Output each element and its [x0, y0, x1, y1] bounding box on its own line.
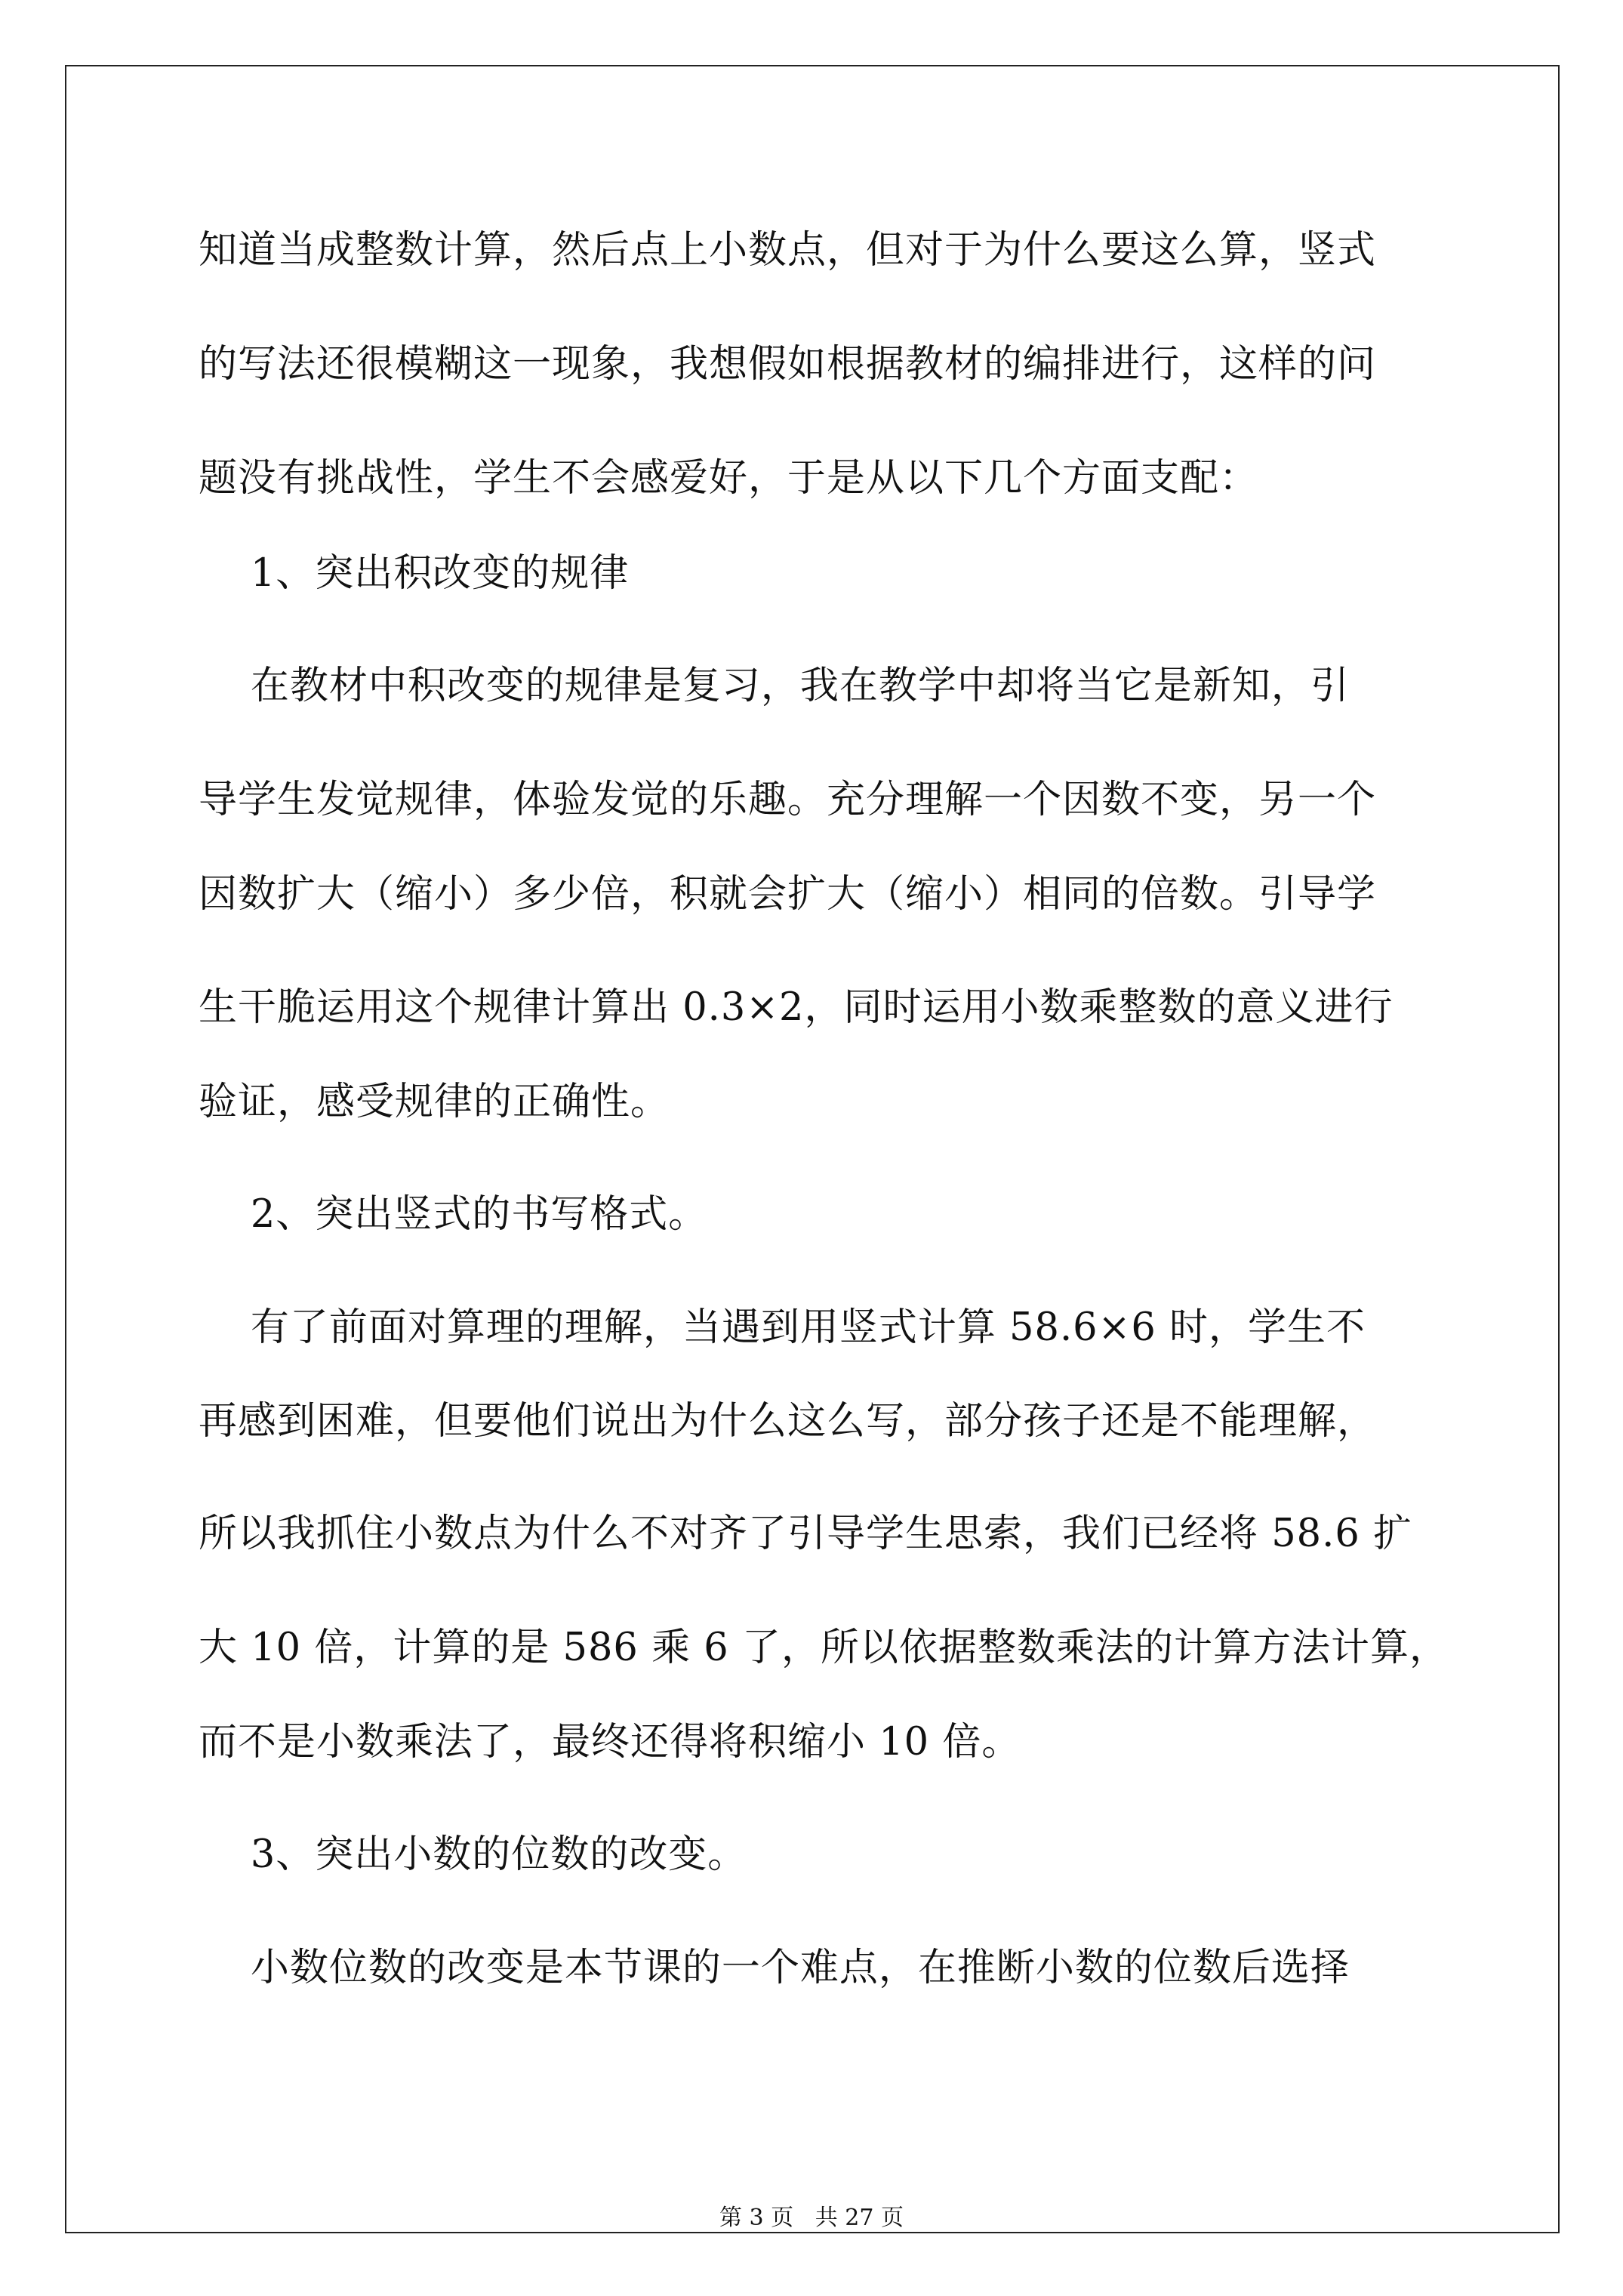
body-line-1: 知道当成整数计算，然后点上小数点，但对于为什么要这么算，竖式: [199, 228, 1377, 273]
body-line-5: 在教材中积改变的规律是复习，我在教学中却将当它是新知，引: [199, 664, 1350, 708]
body-line-2: 的写法还很模糊这一现象，我想假如根据教材的编排进行，这样的问: [199, 342, 1377, 387]
body-line-12: 再感到困难，但要他们说出为什么这么写，部分孩子还是不能理解，: [199, 1399, 1377, 1444]
body-line-11: 有了前面对算理的理解，当遇到用竖式计算 58.6×6 时，学生不: [199, 1305, 1366, 1350]
body-line-15: 而不是小数乘法了，最终还得将积缩小 10 倍。: [199, 1720, 1021, 1764]
body-line-7: 因数扩大（缩小）多少倍，积就会扩大（缩小）相同的倍数。引导学: [199, 872, 1377, 917]
section-heading-3: 3、突出小数的位数的改变。: [199, 1832, 747, 1877]
section-heading-1: 1、突出积改变的规律: [199, 551, 630, 596]
body-line-8: 生干脆运用这个规律计算出 0.3×2，同时运用小数乘整数的意义进行: [199, 985, 1394, 1030]
body-line-17: 小数位数的改变是本节课的一个难点，在推断小数的位数后选择: [199, 1946, 1350, 1990]
body-line-6: 导学生发觉规律，体验发觉的乐趣。充分理解一个因数不变，另一个: [199, 778, 1377, 822]
section-heading-2: 2、突出竖式的书写格式。: [199, 1192, 708, 1237]
body-line-3: 题没有挑战性，学生不会感爱好，于是从以下几个方面支配：: [199, 456, 1259, 501]
body-line-13: 所以我抓住小数点为什么不对齐了引导学生思索，我们已经将 58.6 扩: [199, 1512, 1412, 1556]
body-line-9: 验证，感受规律的正确性。: [199, 1080, 670, 1124]
page-number-footer: 第 3 页 共 27 页: [719, 2205, 904, 2231]
page-border: [65, 65, 1560, 2233]
body-line-14: 大 10 倍，计算的是 586 乘 6 了，所以依据整数乘法的计算方法计算，: [199, 1626, 1449, 1670]
